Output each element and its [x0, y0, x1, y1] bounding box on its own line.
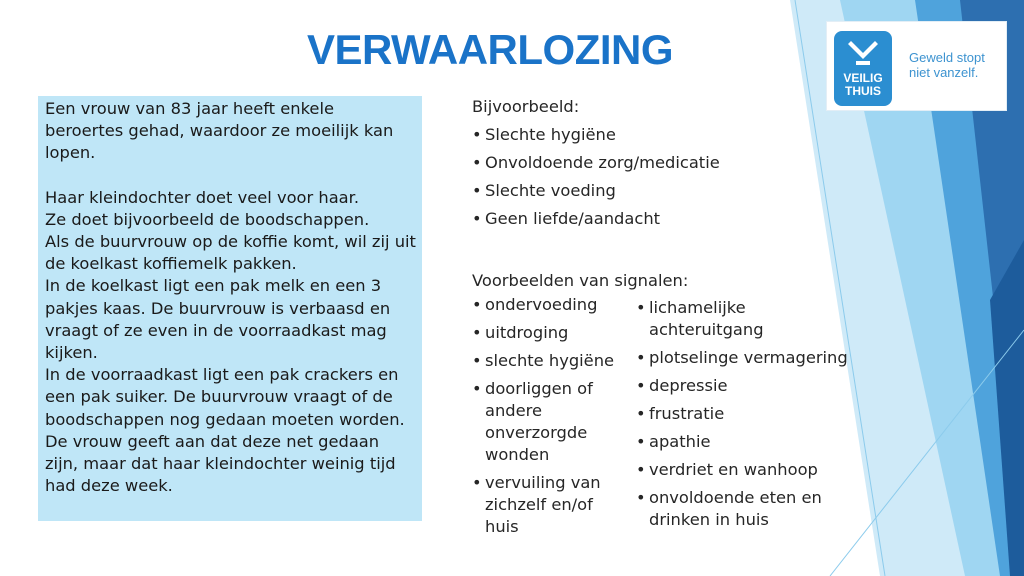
page-title: VERWAARLOZING [306, 26, 674, 73]
list-item: • doorliggen of andere onverzorgde wonden [472, 378, 615, 466]
signals-list-1 [472, 294, 632, 538]
list-item: • slechte hygiëne [472, 350, 632, 372]
signals-column-1 [472, 294, 632, 544]
list-item: • onvoldoende eten en drinken in huis [636, 487, 849, 531]
story-line: De vrouw geeft aan dat deze net gedaan zijn, maar dat haar kleindochter weinig tijd had deze week. [45, 431, 396, 496]
list-item: • Onvoldoende zorg/medicatie [472, 152, 742, 174]
list-item: • depressie [636, 375, 876, 397]
list-item: • lichamelijke achteruitgang [636, 297, 799, 341]
signals-column-2 [636, 297, 876, 537]
list-item: • Geen liefde/aandacht [472, 208, 742, 230]
signals-list-2 [636, 297, 876, 531]
list-item: • apathie [636, 431, 876, 453]
story-line: Haar kleindochter doet veel voor haar. [45, 187, 360, 207]
list-item: • plotselinge vermagering [636, 347, 876, 369]
logo-word-veilig: VEILIG [843, 71, 883, 85]
story-line: Ze doet bijvoorbeeld de boodschappen. [45, 209, 370, 229]
tagline-line-2: niet vanzelf. [909, 65, 979, 80]
story-line: In de koelkast ligt een pak melk en een 3 pakjes kaas. De buurvrouw is verbaasd en vraagt of ze even in de voorraadkast mag kijken. [45, 276, 391, 363]
list-item: • Slechte voeding [472, 180, 742, 202]
logo-tagline [909, 50, 1005, 80]
story-intro: Een vrouw van 83 jaar heeft enkele beroertes gehad, waardoor ze moeilijk kan lopen. [45, 99, 394, 163]
list-item: • frustratie [636, 403, 876, 425]
tagline-line-1: Geweld stopt [909, 50, 985, 65]
story-line: In de voorraadkast ligt een pak crackers en een pak suiker. De buurvrouw vraagt of de boodschappen nog gedaan moeten worden. [45, 365, 405, 429]
list-item: • ondervoeding [472, 294, 632, 316]
veilig-thuis-logo [826, 21, 1007, 111]
list-item: • Slechte hygiëne [472, 124, 742, 146]
list-item: • verdriet en wanhoop [636, 459, 876, 481]
examples-heading: Bijvoorbeeld: [472, 97, 580, 116]
list-item: • vervuiling van zichzelf en/of huis [472, 472, 615, 538]
story-line: Als de buurvrouw op de koffie komt, wil zij uit de koelkast koffiemelk pakken. [45, 232, 416, 274]
list-item: • uitdroging [472, 322, 632, 344]
signals-heading: Voorbeelden van signalen: [472, 271, 689, 290]
case-story-box [38, 96, 422, 521]
examples-list [472, 124, 742, 230]
logo-word-thuis: THUIS [845, 84, 881, 98]
heart-house-icon [834, 31, 892, 106]
examples-section [472, 96, 742, 236]
